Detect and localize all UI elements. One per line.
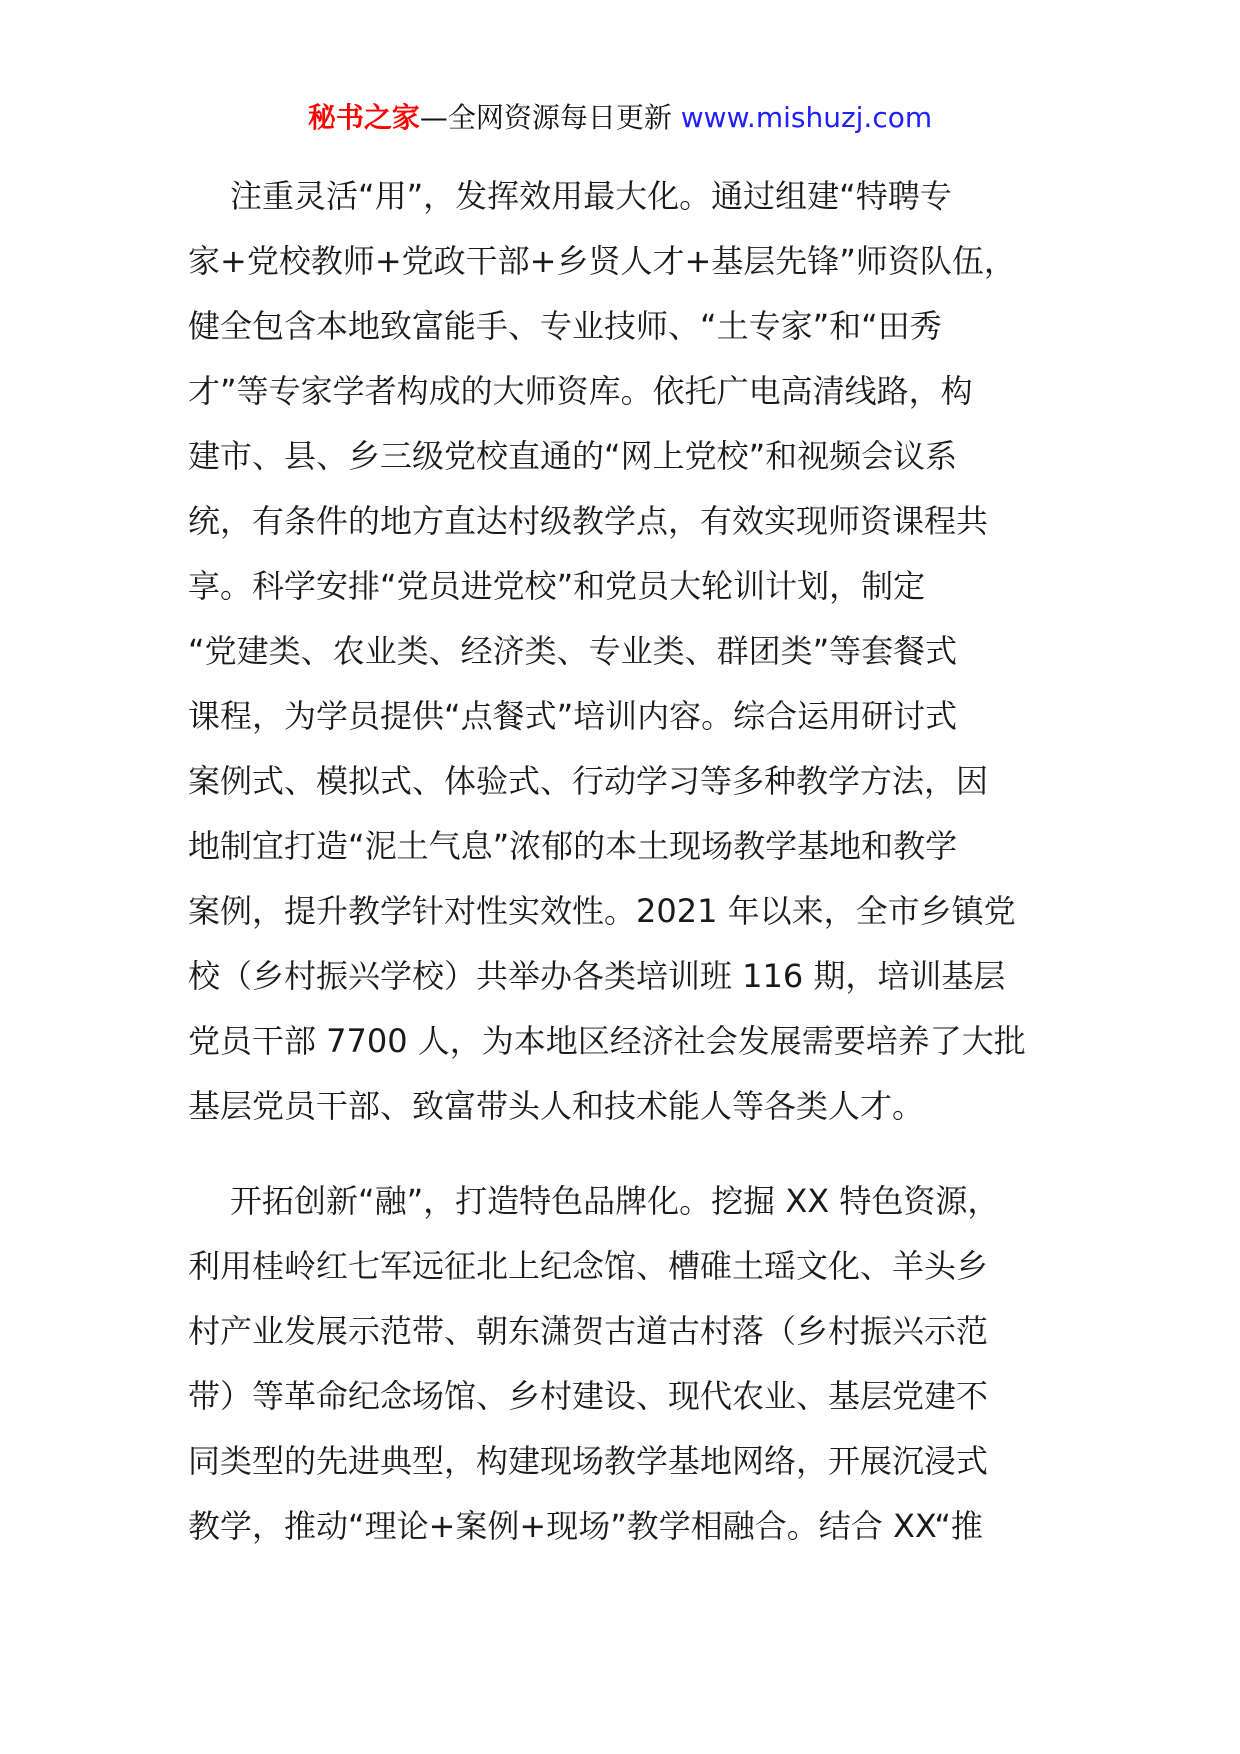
paragraph-line: 健全包含本地致富能手、专业技师、“土专家”和“田秀 [188,307,942,345]
paragraph-line: 校（乡村振兴学校）共举办各类培训班 116 期，培训基层 [188,957,1006,995]
paragraph-line: 统，有条件的地方直达村级教学点，有效实现师资课程共 [188,502,989,540]
paragraph-line: 带）等革命纪念场馆、乡村建设、现代农业、基层党建不 [188,1377,989,1415]
paragraph-line: 享。科学安排“党员进党校”和党员大轮训计划，制定 [188,567,926,605]
paragraph-1 [188,164,1088,1139]
document-body [188,164,1088,1559]
paragraph-line: 案例式、模拟式、体验式、行动学习等多种教学方法，因 [188,762,989,800]
paragraph-line: 建市、县、乡三级党校直通的“网上党校”和视频会议系 [188,437,958,475]
paragraph-line: 案例，提升教学针对性实效性。2021 年以来，全市乡镇党 [188,892,1016,930]
paragraph-line: 开拓创新“融”，打造特色品牌化。挖掘 XX 特色资源， [230,1182,1000,1220]
paragraph-line: 注重灵活“用”，发挥效用最大化。通过组建“特聘专 [230,177,952,215]
paragraph-line: 才”等专家学者构成的大师资库。依托广电高清线路，构 [188,372,973,410]
site-brand: 秘书之家 [307,101,420,134]
paragraph-line: 课程，为学员提供“点餐式”培训内容。综合运用研讨式 [188,697,958,735]
paragraph-line: 家+党校教师+党政干部+乡贤人才+基层先锋”师资队伍， [188,242,1016,280]
paragraph-line: 村产业发展示范带、朝东潇贺古道古村落（乡村振兴示范 [188,1312,989,1350]
paragraph-line: 利用桂岭红七军远征北上纪念馆、槽碓土瑶文化、羊头乡 [188,1247,989,1285]
paragraph-line: 党员干部 7700 人，为本地区经济社会发展需要培养了大批 [188,1022,1026,1060]
paragraph-line: “党建类、农业类、经济类、专业类、群团类”等套餐式 [188,632,958,670]
site-url-link[interactable]: www.mishuzj.com [680,101,933,134]
paragraph-line: 基层党员干部、致富带头人和技术能人等各类人才。 [188,1087,925,1125]
paragraph-line: 地制宜打造“泥土气息”浓郁的本土现场教学基地和教学 [188,827,958,865]
paragraph-line: 同类型的先进典型，构建现场教学基地网络，开展沉浸式 [188,1442,989,1480]
paragraph-line: 教学，推动“理论+案例+现场”教学相融合。结合 XX“推 [188,1507,983,1545]
paragraph-2 [188,1169,1088,1559]
site-tagline: —全网资源每日更新 [419,101,681,134]
site-header [0,98,1240,138]
